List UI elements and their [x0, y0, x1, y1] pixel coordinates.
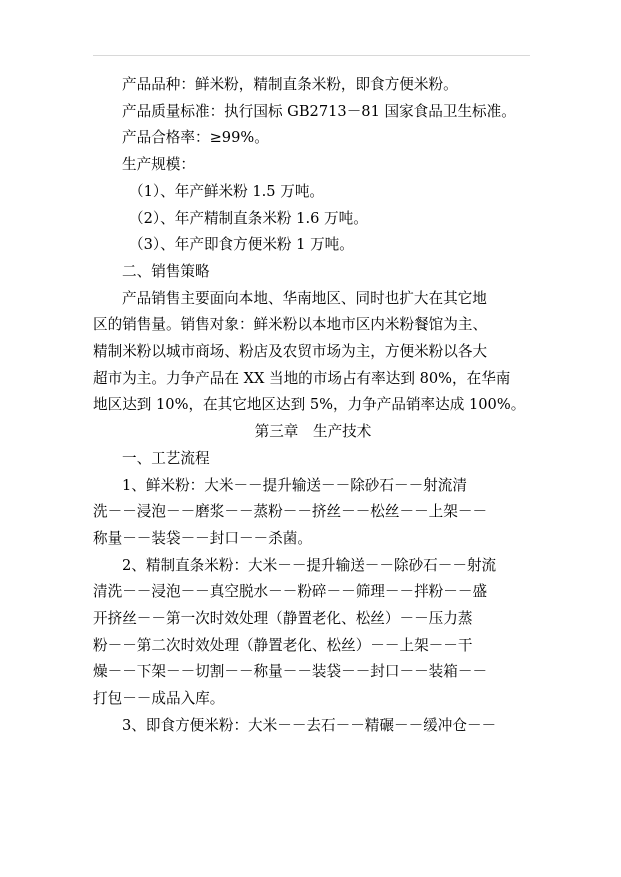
- text-line: 开挤丝－－第一次时效处理（静置老化、松丝）－－压力蒸: [93, 610, 473, 628]
- text-line: 超市为主。力争产品在 XX 当地的市场占有率达到 80%，在华南: [93, 369, 511, 387]
- text-line: （2）、年产精制直条米粉 1.6 万吨。: [129, 209, 368, 227]
- text-line: 粉－－第二次时效处理（静置老化、松丝）－－上架－－干: [93, 636, 473, 654]
- text-line: 产品品种：鲜米粉，精制直条米粉，即食方便米粉。: [122, 76, 458, 93]
- text-line: 燥－－下架－－切割－－称量－－装袋－－封口－－装箱－－: [93, 663, 488, 681]
- document-body: [93, 72, 533, 740]
- header-rule: [93, 55, 530, 56]
- text-line: 1、鲜米粉：大米－－提升输送－－除砂石－－射流清: [122, 476, 467, 494]
- text-line: 称量－－装袋－－封口－－杀菌。: [93, 529, 312, 547]
- text-line: 2、精制直条米粉：大米－－提升输送－－除砂石－－射流: [122, 556, 497, 574]
- text-line: 地区达到 10%，在其它地区达到 5%，力争产品销率达成 100%。: [93, 396, 526, 414]
- text-line: 区的销售量。销售对象：鲜米粉以本地市区内米粉餐馆为主、: [93, 316, 488, 334]
- text-line: 产品合格率：≥99%。: [122, 129, 269, 147]
- text-line: 产品质量标准：执行国标 GB2713－81 国家食品卫生标准。: [122, 102, 516, 120]
- text-line: 第三章 生产技术: [254, 423, 372, 441]
- text-line: 二、销售策略: [122, 262, 210, 280]
- text-line: 3、即食方便米粉：大米－－去石－－精碾－－缓冲仓－－: [122, 716, 497, 734]
- text-line: 生产规模：: [122, 156, 195, 174]
- text-line: 洗－－浸泡－－磨浆－－蒸粉－－挤丝－－松丝－－上架－－: [93, 503, 488, 521]
- text-line: 一、工艺流程: [122, 449, 210, 467]
- text-line: （1）、年产鲜米粉 1.5 万吨。: [129, 182, 325, 200]
- text-line: 清洗－－浸泡－－真空脱水－－粉碎－－筛理－－拌粉－－盛: [93, 583, 488, 601]
- text-line: 产品销售主要面向本地、华南地区、同时也扩大在其它地: [122, 289, 487, 307]
- text-line: （3）、年产即食方便米粉 1 万吨。: [129, 236, 354, 254]
- text-line: 精制米粉以城市商场、粉店及农贸市场为主，方便米粉以各大: [93, 343, 488, 361]
- text-line: 打包－－成品入库。: [93, 690, 225, 708]
